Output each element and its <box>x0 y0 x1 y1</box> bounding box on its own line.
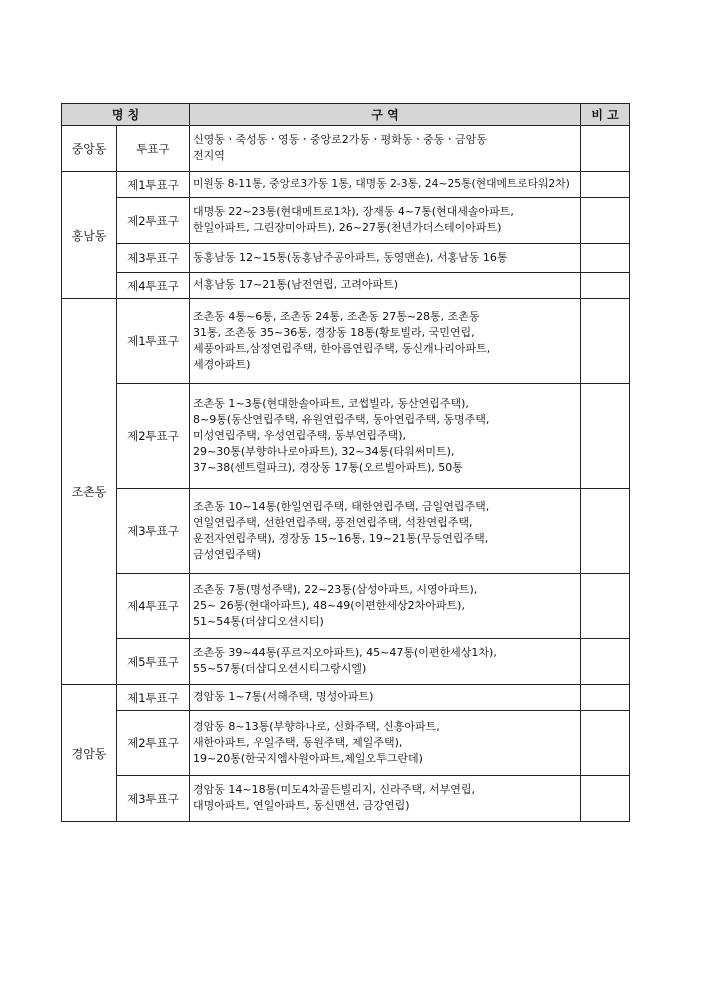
area-line: 새한아파트, 우일주택, 동원주택, 제일주택), <box>193 735 403 749</box>
area-cell <box>190 126 581 172</box>
area-line: 미성연립주택, 우성연립주택, 동부연립주택), <box>193 428 407 442</box>
table-header-row <box>62 104 630 126</box>
area-line: 19~20통(한국지엠사원아파트,제일오투그란데) <box>193 751 423 765</box>
area-line: 서홍남동 17~21통(남전연립, 고려아파트) <box>193 278 399 291</box>
note-cell <box>581 244 630 273</box>
area-line: 전지역 <box>193 149 225 162</box>
area-cell <box>190 489 581 574</box>
area-line: 조촌동 7통(명성주택), 22~23통(삼성아파트, 시영아파트), <box>193 582 478 596</box>
area-line: 조촌동 39~44통(푸르지오아파트), 45~47통(이편한세상1차), <box>193 646 497 659</box>
area-line: 운전자연립주택), 경장동 15~16통, 19~21통(무등연립주택, <box>193 531 489 545</box>
note-cell <box>581 489 630 574</box>
area-cell <box>190 384 581 489</box>
area-cell <box>190 172 581 198</box>
note-cell <box>581 299 630 384</box>
polling-box-cell: 투표구 <box>117 126 190 172</box>
note-cell <box>581 273 630 299</box>
header-area: 구 역 <box>190 104 581 126</box>
dong-name-cell: 홍남동 <box>62 172 117 299</box>
table-body <box>62 126 630 822</box>
area-line: 동홍남동 12~15통(동홍남주공아파트, 동영맨숀), 서홍남동 16통 <box>193 250 508 264</box>
table-row <box>62 685 630 711</box>
area-cell <box>190 273 581 299</box>
note-cell <box>581 711 630 776</box>
area-line: 조촌동 10~14통(한일연립주택, 태한연립주택, 금일연립주택, <box>193 499 490 513</box>
polling-box-cell: 제5투표구 <box>117 639 190 685</box>
polling-box-cell: 제2투표구 <box>117 384 190 489</box>
area-line: 대명아파트, 연일아파트, 동신맨션, 금강연립) <box>193 799 410 812</box>
area-line: 신영동ㆍ죽성동ㆍ영동ㆍ중앙로2가동ㆍ평화동ㆍ중동ㆍ금암동 <box>193 133 487 146</box>
polling-box-cell: 제1투표구 <box>117 172 190 198</box>
area-line: 조촌동 4통~6통, 조촌동 24통, 조촌동 27통~28통, 조촌동 <box>193 309 480 323</box>
area-line: 55~57통(더샵디오션시티그랑시엘) <box>193 662 367 675</box>
table-row <box>62 639 630 685</box>
table-row <box>62 172 630 198</box>
area-line: 경암동 14~18통(미도4차골든빌리지, 신라주택, 서부연립, <box>193 783 475 796</box>
area-line: 31통, 조촌동 35~36통, 경장동 18통(황토빌라, 국민연립, <box>193 325 475 339</box>
note-cell <box>581 172 630 198</box>
polling-box-cell: 제3투표구 <box>117 244 190 273</box>
area-line: 37~38(센트럴파크), 경장동 17통(오르빌아파트), 50통 <box>193 460 463 474</box>
polling-box-cell: 제2투표구 <box>117 711 190 776</box>
area-line: 경암동 1~7통(서해주택, 명성아파트) <box>193 690 374 703</box>
note-cell <box>581 685 630 711</box>
polling-box-cell: 제3투표구 <box>117 776 190 822</box>
header-name: 명 칭 <box>62 104 190 126</box>
note-cell <box>581 574 630 639</box>
table-row <box>62 198 630 244</box>
area-cell <box>190 776 581 822</box>
table-row <box>62 574 630 639</box>
table-row <box>62 126 630 172</box>
area-cell <box>190 639 581 685</box>
area-cell <box>190 574 581 639</box>
polling-box-cell: 제4투표구 <box>117 273 190 299</box>
dong-name-cell: 경암동 <box>62 685 117 822</box>
polling-box-cell: 제4투표구 <box>117 574 190 639</box>
table-row <box>62 244 630 273</box>
polling-box-cell: 제1투표구 <box>117 299 190 384</box>
note-cell <box>581 776 630 822</box>
precinct-table <box>61 103 630 822</box>
dong-name-cell: 조촌동 <box>62 299 117 685</box>
area-line: 한일아파트, 그린장미아파트), 26~27통(천년가더스테이아파트) <box>193 221 502 234</box>
table-row <box>62 273 630 299</box>
table-row <box>62 384 630 489</box>
area-line: 경암동 8~13통(부향하나로, 신화주택, 신흥아파트, <box>193 719 440 733</box>
area-cell <box>190 299 581 384</box>
polling-box-cell: 제2투표구 <box>117 198 190 244</box>
note-cell <box>581 198 630 244</box>
note-cell <box>581 126 630 172</box>
area-line: 8~9통(동산연립주택, 유원연립주택, 동아연립주택, 동명주택, <box>193 412 490 426</box>
table-row <box>62 299 630 384</box>
area-line: 조촌동 1~3통(현대한솔아파트, 코썹빌라, 동산연립주택), <box>193 396 469 410</box>
note-cell <box>581 384 630 489</box>
note-cell <box>581 639 630 685</box>
area-line: 세경아파트) <box>193 357 251 371</box>
dong-name-cell: 중앙동 <box>62 126 117 172</box>
table-row <box>62 711 630 776</box>
area-line: 세풍아파트,삼정연립주택, 한아름연립주택, 동신개나리아파트, <box>193 341 491 355</box>
area-line: 연일연립주택, 선한연립주택, 풍전연립주택, 석찬연립주택, <box>193 515 473 529</box>
area-line: 미원동 8-11통, 중앙로3가동 1통, 대명동 2-3통, 24~25통(현대메트로타워2차) <box>193 177 570 190</box>
area-cell <box>190 711 581 776</box>
area-line: 대명동 22~23통(현대메트로1차), 장재동 4~7통(현대세솔아파트, <box>193 205 514 218</box>
area-cell <box>190 244 581 273</box>
table-row <box>62 489 630 574</box>
area-line: 금성연립주택) <box>193 547 262 561</box>
polling-box-cell: 제1투표구 <box>117 685 190 711</box>
area-line: 25~ 26통(현대아파트), 48~49(이편한세상2차아파트), <box>193 598 465 612</box>
polling-box-cell: 제3투표구 <box>117 489 190 574</box>
area-cell <box>190 198 581 244</box>
area-cell <box>190 685 581 711</box>
area-line: 51~54통(더샵디오션시티) <box>193 614 324 628</box>
header-note: 비 고 <box>581 104 630 126</box>
table-row <box>62 776 630 822</box>
area-line: 29~30통(부향하나로아파트), 32~34통(타워써미트), <box>193 444 455 458</box>
